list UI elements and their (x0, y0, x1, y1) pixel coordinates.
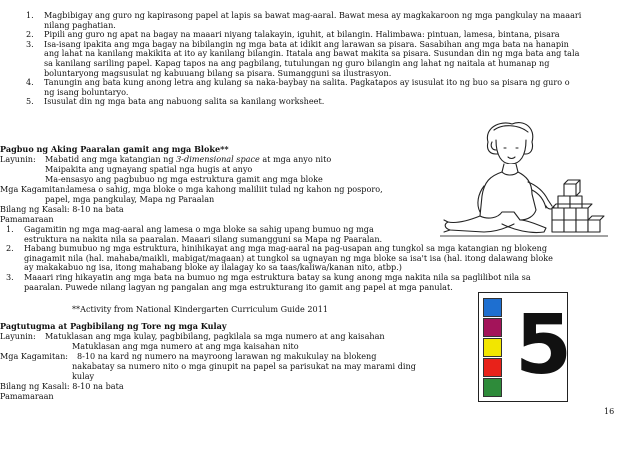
list-item (24, 97, 624, 107)
list-item-number: 1. (6, 224, 14, 234)
section2-layunin-1: Matuklasan ang mga kulay, pagbibilang, pagkilala sa mga numero at ang kaisahan (45, 331, 385, 341)
list-item-line: sa kanilang sariling papel. Kapag tapos na ang pagbilang, tutulungan ng guro bilangin ang lahat ng naitala at humanap ng (44, 57, 550, 68)
list-item-line: ng isang boluntaryo. (44, 86, 129, 97)
color-cube (483, 358, 502, 377)
color-cube (483, 378, 502, 397)
list-item-line: ginagamit nila (hal. mahaba/maikli, mabigat/magaan) at tungkol sa ugnayan ng mga bloke sa isa't isa (hal. itong dalawang bloke (24, 252, 553, 263)
list-item-line: Isa-isang ipakita ang mga bagay na bibilangin ng mga bata at idikit ang larawan sa pisara. Sasabihan ang mga bata na hanapin (44, 38, 569, 49)
list-item-line: Magbibigay ang guro ng kapirasong papel at lapis sa bawat mag-aaral. Bawat mesa ay magkakaroon ng mga pangkulay na maaari (44, 10, 582, 20)
top-numbered-list (24, 11, 624, 107)
layunin-text-c: at mga anyo nito (259, 154, 332, 164)
child-playing-blocks-illustration (440, 120, 608, 242)
list-item-line: Tanungin ang bata kung anong letra ang kulang sa naka-baybay na salita. Pagkatapos ay isusulat ito ng buo sa pisara ng guro o (44, 77, 570, 88)
section1-kagamitan-2: papel, mga pangkulay, Mapa ng Paraalan (45, 194, 215, 204)
number-card (478, 292, 573, 402)
page-number: 16 (604, 407, 615, 416)
list-item-line: Gagamitin ng mga mag-aaral ang lamesa o mga bloke sa sahig upang bumuo ng mga (24, 224, 374, 234)
list-item-line: Isusulat din ng mga bata ang nabuong salita sa kanilang worksheet. (44, 96, 325, 107)
section2-kasali: Bilang ng Kasali: 8-10 na bata (0, 381, 124, 391)
list-item-number: 3. (26, 38, 34, 49)
list-item-number: 1. (26, 10, 34, 20)
list-item-number: 5. (26, 96, 34, 107)
section2-layunin-label: Layunin: (0, 331, 36, 341)
list-item (4, 273, 604, 292)
section1-kasali: Bilang ng Kasali: 8-10 na bata (0, 204, 124, 214)
color-cube (483, 318, 502, 337)
list-item-line: estruktura na nakita nila sa paaralan. Maaari silang sumangguni sa Mapa ng Paaralan. (24, 233, 383, 244)
section1-pamamaraan: Pamamaraan (0, 214, 54, 224)
section1-layunin-label: Layunin: (0, 154, 36, 164)
layunin-text-a: Mabatid ang mga katangian ng (45, 154, 177, 164)
section1-layunin-3: Ma-ensasyo ang pagbubuo ng mga estruktura gamit ang mga bloke (45, 174, 323, 184)
section2-kagamitan-3: kulay (72, 371, 95, 381)
list-item-number: 3. (6, 271, 14, 282)
list-item-line: ay makakabuo ng isa, itong mahabang bloke ay ilalagay ko sa taas/kaliwa/kanan nito, atbp.) (24, 262, 402, 273)
list-item-number: 2. (26, 29, 34, 40)
list-item-line: Habang bumubuo ng mga estruktura, hinihikayat ang mga mag-aaral na pag-usapan ang tungkol sa mga katangian ng blokeng (24, 243, 548, 254)
section2-pamamaraan: Pamamaraan (0, 391, 54, 401)
list-item-line: nilang paghatian. (44, 19, 116, 30)
layunin-text-italic: 3-dimensional space (176, 154, 260, 164)
card-numeral: 5 (515, 298, 573, 393)
list-item-line: Pipili ang guro ng apat na bagay na maaari niyang talakayin, iguhit, at bilangin. Halimbawa: pintuan, lamesa, bintana, pisara (44, 29, 560, 40)
color-cube (483, 338, 502, 357)
list-item-line: boluntaryong magsusulat ng kabuuang bilang sa pisara. Sumangguni sa ilustrasyon. (44, 67, 392, 78)
list-item-number: 4. (26, 77, 34, 88)
list-item (4, 244, 604, 273)
list-item-number: 2. (6, 243, 14, 254)
section2-kagamitan-2: nakabatay sa numero nito o mga ginupit na papel sa parisukat na may marami ding (72, 361, 416, 371)
section1-footnote: **Activity from National Kindergarten Curriculum Guide 2011 (72, 304, 329, 314)
list-item-line: paaralan. Puwede nilang lagyan ng pangalan ang mga estrukturang ito gamit ang papel at mga panulat. (24, 281, 453, 292)
list-item-line: Maaari ring hikayatin ang mga bata na bumuo ng mga estruktura batay sa kung anong mga nakita nila sa paglilibot nila sa (24, 271, 531, 282)
section2-kagamitan-label: Mga Kagamitan: (0, 351, 69, 361)
section1-title: Pagbuo ng Aking Paaralan gamit ang mga Bloke** (0, 144, 229, 154)
list-item (24, 11, 624, 30)
list-item (24, 40, 624, 78)
section2-layunin-2: Matuklasan ang mga numero at ang mga kaisahan nito (72, 341, 299, 351)
section1-layunin-2: Maipakita ang ugnayang spatial nga hugis at anyo (45, 164, 253, 174)
color-cube (483, 298, 502, 317)
list-item-line: ang lahat na kanilang makikita at ito ay kanilang bilangin. Itatala ang bawat makita sa pisara. Susundan din ng mga bata ang tala (44, 48, 580, 59)
list-item (24, 78, 624, 97)
section2-kagamitan-1: 8-10 na kard ng numero na mayroong larawan ng makukulay na blokeng (77, 351, 377, 361)
section1-kagamitan-label: Mga Kagamitan: (0, 184, 69, 194)
section1-kagamitan-1: lamesa o sahig, mga bloke o mga kahong maliliit tulad ng kahon ng posporo, (67, 184, 383, 194)
section2-title: Pagtutugma at Pagbibilang ng Tore ng mga Kulay (0, 321, 227, 331)
